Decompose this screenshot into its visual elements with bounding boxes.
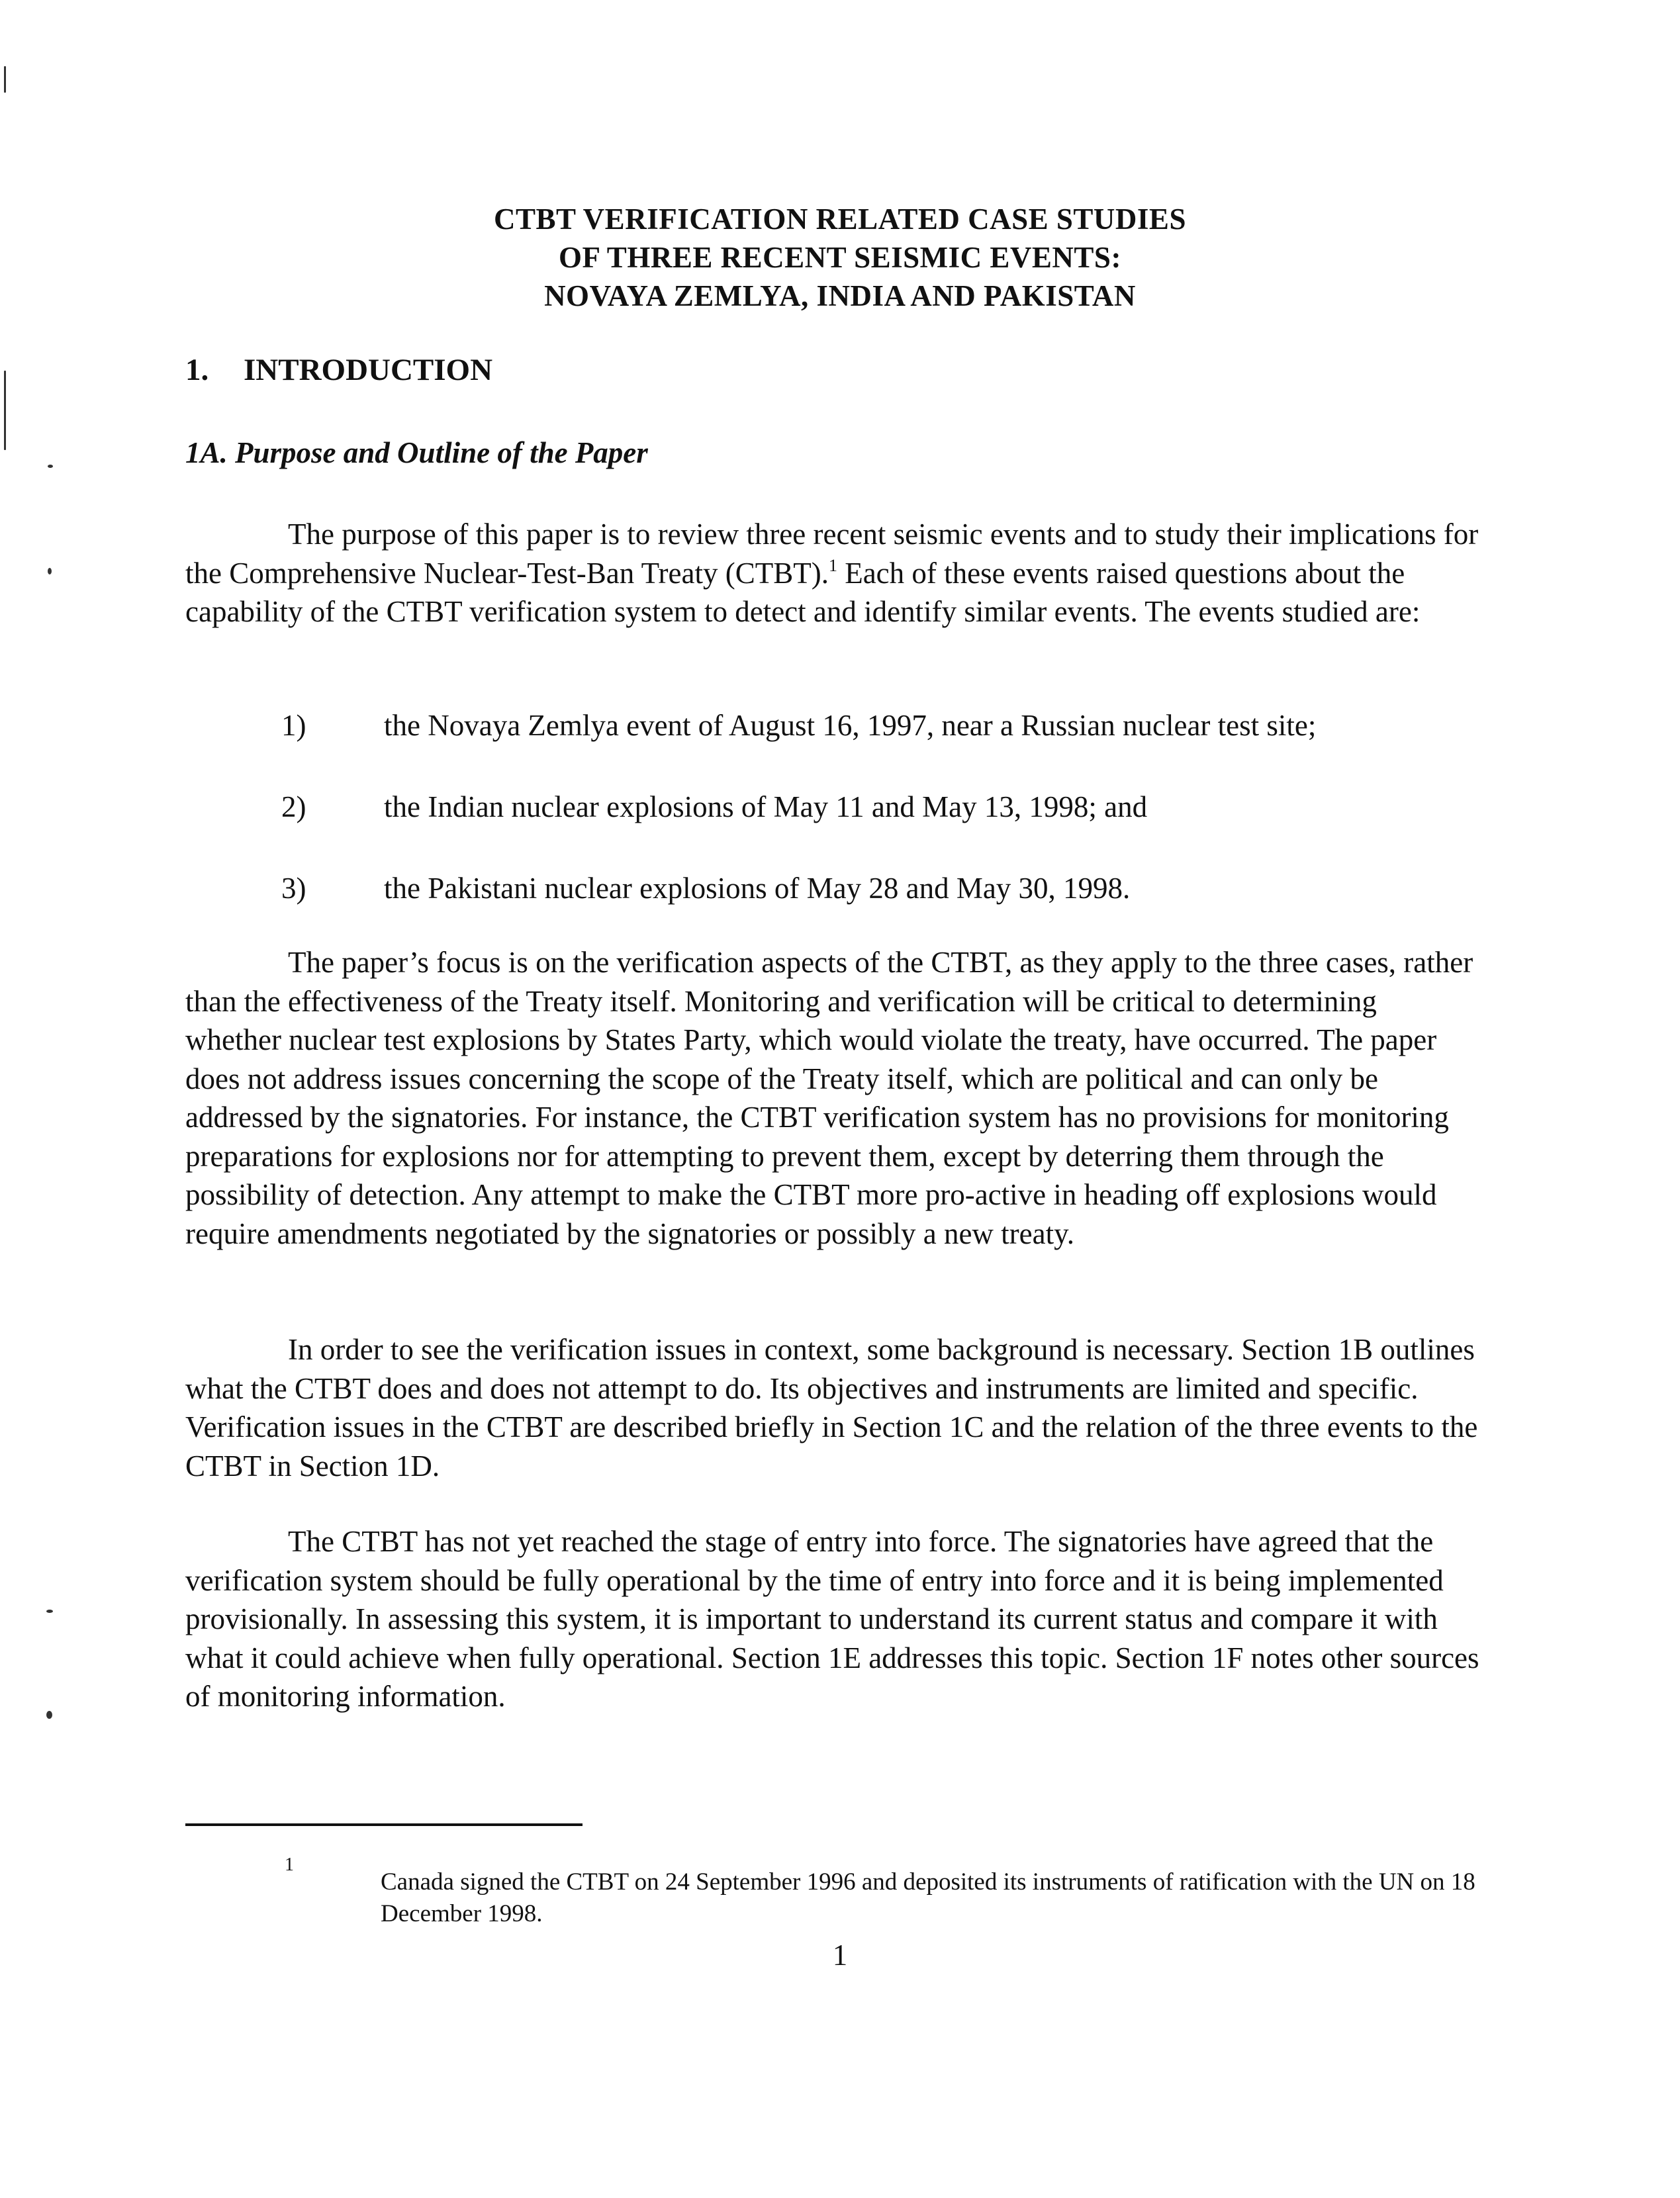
- paragraph-1-text-continued: Each of these events raised questions about the capability of the CTBT verification system to detect and identify similar events. The events studied are:: [185, 556, 1421, 628]
- paragraph-2: The paper’s focus is on the verification aspects of the CTBT, as they apply to the three cases, rather than the effectiveness of the Treaty itself. Monitoring and verification will be critical to determining whether nuclear test explosions by States Party, which would violate the treaty, have occurred. The paper does not address issues concerning the scope of the Treaty itself, which are political and can only be addressed by the signatories. For instance, the CTBT verification system has no provisions for monitoring preparations for explosions nor for attempting to prevent them, except by deterring them through the possibility of detection. Any attempt to make the CTBT more pro-active in heading off explosions would require amendments negotiated by the signatories or possibly a new treaty.: [185, 946, 1473, 1250]
- scan-artifact: [48, 568, 52, 574]
- list-marker: 2): [281, 790, 306, 823]
- section-title: INTRODUCTION: [244, 353, 493, 387]
- list-item: [281, 869, 1130, 907]
- document-title: [0, 200, 1680, 315]
- section-heading: [185, 351, 492, 389]
- title-line-1: CTBT VERIFICATION RELATED CASE STUDIES: [494, 203, 1186, 236]
- title-line-2: OF THREE RECENT SEISMIC EVENTS:: [559, 241, 1121, 274]
- scan-artifact: [4, 66, 6, 93]
- section-number: 1.: [185, 353, 209, 387]
- list-item: [281, 706, 1316, 745]
- list-item-text: the Novaya Zemlya event of August 16, 1997, near a Russian nuclear test site;: [384, 709, 1317, 742]
- title-line-3: NOVAYA ZEMLYA, INDIA AND PAKISTAN: [544, 279, 1136, 312]
- page-number: 1: [832, 1939, 848, 1972]
- subsection-heading: 1A. Purpose and Outline of the Paper: [185, 436, 648, 469]
- scan-artifact: [4, 371, 6, 450]
- scan-artifact: [46, 1711, 52, 1719]
- paragraph-3: In order to see the verification issues in context, some background is necessary. Section 1B outlines what the CTBT does and does not attempt to do. Its objectives and instruments are limited and specific. Verification issues in the CTBT are described briefly in Section 1C and the relation of the three events to the CTBT in Section 1D.: [185, 1333, 1478, 1483]
- list-marker: 3): [281, 872, 306, 905]
- footnote-divider: [185, 1823, 583, 1826]
- scan-artifact: [48, 465, 53, 468]
- paragraph-1: [185, 515, 1479, 631]
- scan-artifact: [46, 1610, 53, 1613]
- footnote-reference: 1: [828, 555, 837, 575]
- list-item: [281, 788, 1147, 826]
- paragraph-1-text: The purpose of this paper is to review three recent seismic events and to study their implications for the Comprehensive Nuclear-Test-Ban Treaty (CTBT).: [185, 518, 1479, 590]
- list-marker: 1): [281, 709, 306, 742]
- list-item-text: the Indian nuclear explosions of May 11 and May 13, 1998; and: [384, 790, 1148, 823]
- footnote-number: 1: [285, 1855, 294, 1875]
- list-item-text: the Pakistani nuclear explosions of May 28 and May 30, 1998.: [384, 872, 1131, 905]
- footnote-text: Canada signed the CTBT on 24 September 1996 and deposited its instruments of ratification with the UN on 18 December 1998.: [381, 1868, 1475, 1927]
- paragraph-4: The CTBT has not yet reached the stage of entry into force. The signatories have agreed that the verification system should be fully operational by the time of entry into force and it is being implemented provisionally. In assessing this system, it is important to understand its current status and compare it with what it could achieve when fully operational. Section 1E addresses this topic. Section 1F notes other sources of monitoring information.: [185, 1525, 1479, 1713]
